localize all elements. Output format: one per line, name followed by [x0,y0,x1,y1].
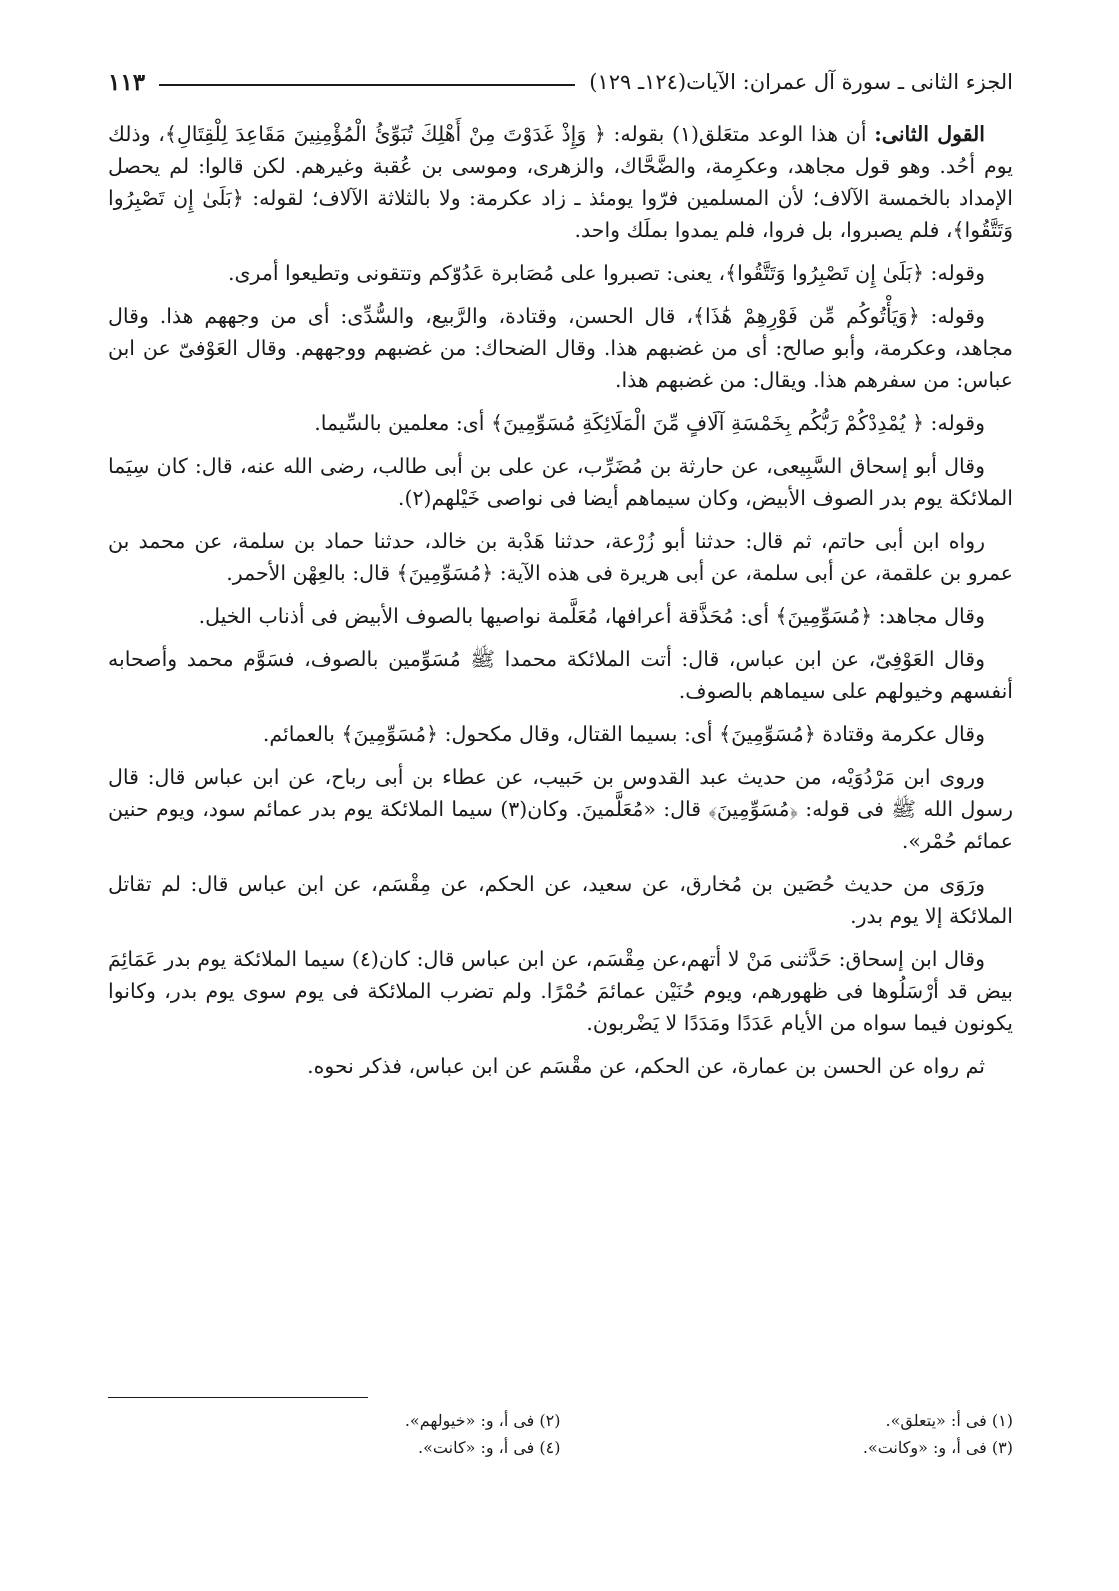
footnotes [108,1407,1013,1461]
paragraph-10 [108,761,1013,857]
paragraph-text: وقوله: ﴿وَيَأْتُوكُم مِّن فَوْرِهِمْ هَٰذَا﴾، قال الحسن، وقتادة، والرَّبيع، والسُّدِّى: أى من وجههم هذا. وقال مجاهد، وعكرمة، وأبو صالح: أى من غضبهم هذا. وقال الضحاك: من غضبهم ووجههم. وقال العَوْفىّ عن ابن عباس: من سفرهم هذا. ويقال: من غضبهم هذا. [108,304,1013,392]
paragraph-text: ورَوَى من حديث حُصَين بن مُخارق، عن سعيد، عن الحكم، عن مِقْسَم، عن ابن عباس قال: لم تقاتل الملائكة إلا يوم بدر. [108,872,1013,928]
footnote-1: (١) فى أ: «يتعلق». [885,1411,1013,1430]
paragraph-text: وقال أبو إسحاق السَّبِيعى، عن حارثة بن مُضَرِّب، عن على بن أبى طالب، رضى الله عنه، قال: كان سِيَما الملائكة يوم بدر الصوف الأبيض، وكان سيماهم أيضا فى نواصى خَيْلهم(٢). [108,454,1013,510]
paragraph-13 [108,1050,1013,1082]
paragraph-7 [108,600,1013,632]
running-header [108,62,1013,102]
footnote-4: (٤) فى أ، و: «كانت». [418,1438,561,1457]
paragraph-text: وقال مجاهد: ﴿مُسَوِّمِينَ﴾ أى: مُحَذَّقة أعرافها، مُعَلَّمة نواصيها بالصوف الأبيض فى أذناب الخيل. [198,604,985,628]
main-text [108,118,1013,1093]
paragraph-text: وروى ابن مَرْدُوَيْه، من حديث عبد القدوس بن حَبيب، عن عطاء بن أبى رباح، عن ابن عباس قال: قال رسول الله ﷺ فى قوله: ﴿مُسَوِّمِينَ﴾ قال: «مُعَلَّمينَ. وكان(٣) سيما الملائكة يوم بدر عمائم سود، ويوم حنين عمائم حُمْر». [108,765,1014,853]
paragraph-2 [108,257,1013,289]
paragraph-lead: القول الثانى: [874,122,985,146]
header-title: الجزء الثانى ـ سورة آل عمران: الآيات(١٢٤ـ ١٢٩) [589,70,1013,94]
paragraph-1 [108,118,1013,246]
paragraph-4 [108,407,1013,439]
page-number: ١١٣ [108,68,146,96]
paragraph-text: وقال عكرمة وقتادة ﴿مُسَوِّمِينَ﴾ أى: بسيما القتال، وقال مكحول: ﴿مُسَوِّمِينَ﴾ بالعمائم. [262,722,985,746]
paragraph-5 [108,450,1013,514]
paragraph-text: وقال العَوْفِىّ، عن ابن عباس، قال: أتت الملائكة محمدا ﷺ مُسَوِّمين بالصوف، فسَوَّم محمد وأصحابه أنفسهم وخيولهم على سيماهم بالصوف. [108,647,1013,703]
paragraph-text: رواه ابن أبى حاتم، ثم قال: حدثنا أبو زُرْعة، حدثنا هَدْبة بن خالد، حدثنا حماد بن سلمة، عن محمد بن عمرو بن علقمة، عن أبى سلمة، عن أبى هريرة فى هذه الآية: ﴿مُسَوِّمِينَ﴾ قال: بالعِهْن الأحمر. [108,529,1013,585]
footnote-2: (٢) فى أ، و: «خيولهم». [404,1411,561,1430]
paragraph-text: وقوله: ﴿ يُمْدِدْكُمْ رَبُّكُم بِخَمْسَةِ آلَافٍ مِّنَ الْمَلَائِكَةِ مُسَوِّمِينَ﴾ أى: معلمين بالسِّيما. [314,411,985,435]
paragraph-text: وقال ابن إسحاق: حَدَّثنى مَنْ لا أتهم،عن مِقْسَم، عن ابن عباس قال: كان(٤) سيما الملائكة يوم بدر عَمَائِمَ بيض قد أرْسَلُوها فى ظهورهم، ويوم حُنَيْن عمائمَ حُمْرًا. ولم تضرب الملائكة فى يوم سوى يوم بدر، وكانوا يكونون فيما سواه من الأيام عَدَدًا ومَدَدًا لا يَضْربون. [108,947,1013,1035]
paragraph-text: وقوله: ﴿بَلَىٰ إِن تَصْبِرُوا وَتَتَّقُوا﴾، يعنى: تصبروا على مُصَابرة عَدُوّكم وتتقونى وتطيعوا أمرى. [227,261,985,285]
paragraph-text: أن هذا الوعد متعَلق(١) بقوله: ﴿ وَإِذْ غَدَوْتَ مِنْ أَهْلِكَ تُبَوِّئُ الْمُؤْمِنِينَ مَقَاعِدَ لِلْقِتَالِ﴾، وذلك يوم أحُد. وهو قول مجاهد، وعكرِمة، والضَّحَّاك، والزهرى، وموسى بن عُقبة وغيرهم. لكن قالوا: لم يحصل الإمداد بالخمسة الآلاف؛ لأن المسلمين فرّوا يومئذ ـ زاد عكرمة: ولا بالثلاثة الآلاف؛ لقوله: ﴿بَلَىٰ إِن تَصْبِرُوا وَتَتَّقُوا﴾، فلم يصبروا، بل فروا، فلم يمدوا بملَك واحد. [108,122,1013,242]
header-rule [159,84,575,86]
paragraph-11 [108,868,1013,932]
paragraph-3 [108,300,1013,396]
paragraph-8 [108,643,1013,707]
footnote-separator [108,1397,368,1398]
paragraph-text: ثم رواه عن الحسن بن عمارة، عن الحكم، عن مقْسَم عن ابن عباس، فذكر نحوه. [307,1054,985,1078]
paragraph-9 [108,718,1013,750]
paragraph-12 [108,943,1013,1039]
footnote-3: (٣) فى أ، و: «وكانت». [862,1438,1013,1457]
paragraph-6 [108,525,1013,589]
